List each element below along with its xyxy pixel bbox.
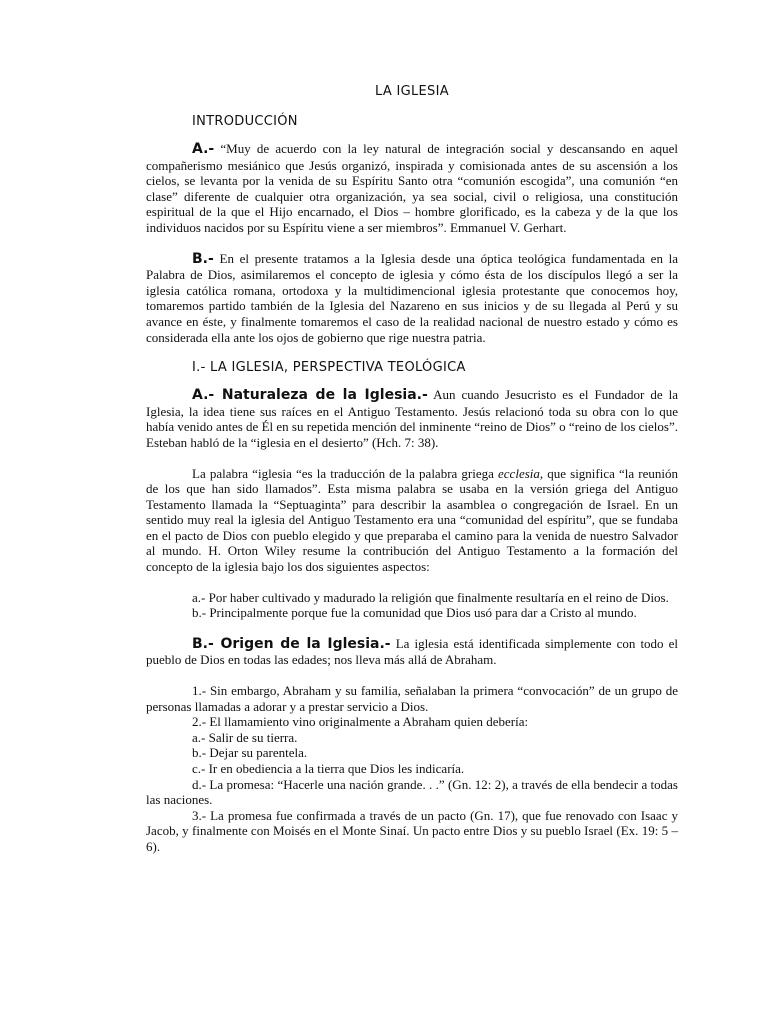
naturaleza-paragraph bbox=[146, 387, 678, 450]
intro-paragraph-a bbox=[146, 141, 678, 236]
list-item: c.- Ir en obediencia a la tierra que Dios les indicaría. bbox=[192, 761, 465, 776]
intro-paragraph-b bbox=[146, 251, 678, 346]
aspect-a: a.- Por haber cultivado y madurado la religión que finalmente resultaría en el reino de Dios. bbox=[192, 589, 669, 605]
intro-b-text: En el presente tratamos a la Iglesia desde una óptica teológica fundamentada en la Palabra de Dios, asimilaremos el concepto de iglesia y cómo ésta de los discípulos llegó a ser la iglesia católica romana, ortodoxa y la multidimencional iglesia protestante que conocemos hoy, tomaremos partido también de la Iglesia del Nazareno en sus inicios y de su llegada al Perú y su avance en éste, y finalmente tomaremos el caso de la realidad nacional de nuestro estado y cómo es considerada ella ante los ojos de gobierno que rige nuestra patria. bbox=[146, 250, 679, 345]
list-item: 3.- La promesa fue confirmada a través de un pacto (Gn. 17), que fue renovado con Isaac y Jacob, y finalmente con Moisés en el Monte Sinaí. Un pacto entre Dios y su pueblo Israel (Ex. 19: 5 – 6). bbox=[146, 807, 678, 854]
document-title: LA IGLESIA bbox=[375, 84, 449, 99]
section1-heading: I.- LA IGLESIA, PERSPECTIVA TEOLÓGICA bbox=[192, 360, 466, 376]
intro-a-label: A.- bbox=[192, 141, 215, 157]
aspect-b: b.- Principalmente porque fue la comunidad que Dios usó para dar a Cristo al mundo. bbox=[192, 605, 637, 621]
list-item: a.- Salir de su tierra. bbox=[192, 729, 298, 745]
palabra-text-italic: ecclesia, bbox=[498, 465, 544, 481]
palabra-text-post: que significa “la reunión de los que han sido llamados”. Esta misma palabra se usaba en la versión griega del Antiguo Testamento llamada la “Septuaginta” para describir la asamblea o congregación de Israel. En un sentido muy real la iglesia del Antiguo Testamento era una “comunidad del espíritu”, que se fundaba en el pacto de Dios con pueblo elegido y que preparaba el camino para la venida de nuestro Salvador al mundo. H. Orton Wiley resume la contribución del Antiguo Testamento a la formación del concepto de la iglesia bajo los dos siguientes aspectos: bbox=[146, 465, 678, 575]
naturaleza-label: A.- Naturaleza de la Iglesia.- bbox=[192, 387, 428, 404]
origen-label: B.- Origen de la Iglesia.- bbox=[192, 635, 391, 652]
naturaleza-text: Aun cuando Jesucristo es el Fundador de la Iglesia, la idea tiene sus raíces en el Antiguo Testamento. Jesús relacionó toda su obra con lo que había venido antes de Él en su repetida mención del inminente “reino de Dios” o “reino de los cielos”. Esteban habló de la “iglesia en el desierto” (Hch. 7: 38). bbox=[146, 387, 679, 450]
palabra-paragraph bbox=[146, 466, 678, 575]
palabra-text-pre: La palabra “iglesia “es la traducción de la palabra griega bbox=[192, 465, 499, 481]
intro-a-text: “Muy de acuerdo con la ley natural de integración social y descansando en aquel compañerismo mesiánico que Jesús organizó, inspirada y comisionada antes de su ascensión a los cielos, se levanta por la venida de su Espíritu Santo otra “comunión escogida”, una comunión “en clase” diferente de cualquier otra organización, ya sea social, civil o religiosa, una constitución espiritual de la que el Hijo encarnado, el Dios – hombre glorificado, es la cabeza y de la que los individuos nacidos por su Espíritu viene a ser miembros”. Emmanuel V. Gerhart. bbox=[146, 141, 679, 235]
list-item: b.- Dejar su parentela. bbox=[192, 745, 308, 761]
intro-b-label: B.- bbox=[192, 250, 214, 267]
list-item: d.- La promesa: “Hacerle una nación grande. . .” (Gn. 12: 2), a través de ella bendecir a todas las naciones. bbox=[146, 776, 678, 808]
document-body bbox=[146, 84, 678, 855]
origen-text: La iglesia está identificada simplemente con todo el pueblo de Dios en todas las edades; nos lleva más allá de Abraham. bbox=[146, 635, 679, 668]
list-item: 1.- Sin embargo, Abraham y su familia, señalaban la primera “convocación” de un grupo de personas llamadas a adorar y a prestar servicio a Dios. bbox=[146, 683, 678, 714]
list-item: 2.- El llamamiento vino originalmente a Abraham quien debería: bbox=[192, 714, 529, 730]
origen-paragraph bbox=[146, 636, 678, 668]
intro-heading: INTRODUCCIÓN bbox=[192, 114, 298, 129]
